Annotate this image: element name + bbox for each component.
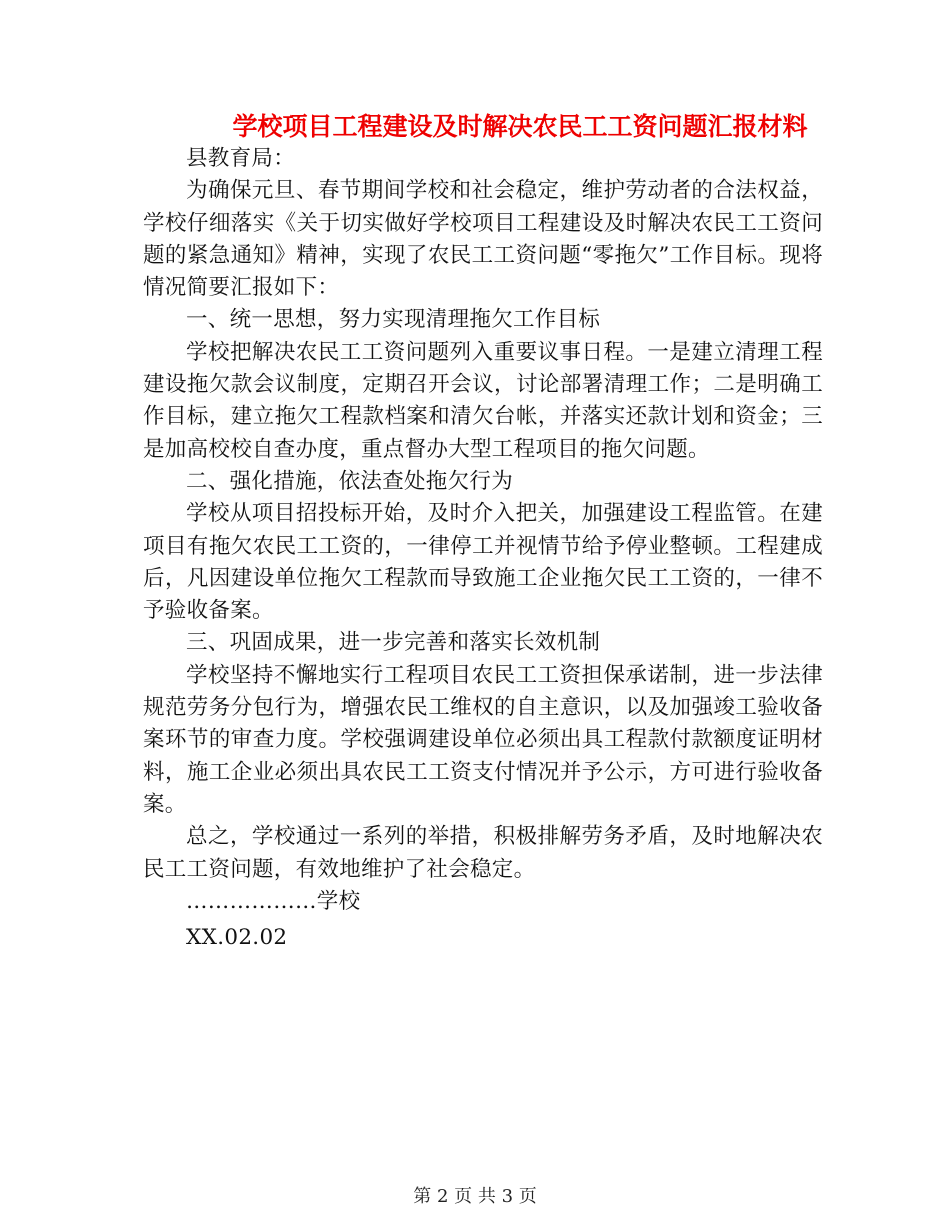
section-heading-2: 二、强化措施，依法查处拖欠行为	[186, 468, 514, 494]
signature: ………………学校	[186, 888, 361, 914]
document-body	[143, 143, 823, 954]
salutation: 县教育局：	[186, 146, 296, 171]
paragraph-section-2: 学校从项目招投标开始，及时介入把关，加强建设工程监管。在建项目有拖欠农民工工资的，一律停工并视情节给予停业整顿。工程建成后，凡因建设单位拖欠工程款而导致施工企业拖欠民工工资的，一律不予验收备案。	[143, 501, 823, 624]
paragraph-conclusion: 总之，学校通过一系列的举措，积极排解劳务矛盾，及时地解决农民工工资问题，有效地维护了社会稳定。	[143, 824, 823, 882]
document-title: 学校项目工程建设及时解决农民工工资问题汇报材料	[232, 112, 808, 141]
paragraph-section-1: 学校把解决农民工工资问题列入重要议事日程。一是建立清理工程建设拖欠款会议制度，定期召开会议，讨论部署清理工作；二是明确工作目标，建立拖欠工程款档案和清欠台帐，并落实还款计划和资金；三是加高校校自查办度，重点督办大型工程项目的拖欠问题。	[143, 339, 823, 462]
page-number-footer: 第 2 页 共 3 页	[413, 1186, 537, 1207]
document-date: XX.02.02	[186, 925, 288, 951]
section-heading-3: 三、巩固成果，进一步完善和落实长效机制	[186, 630, 601, 656]
section-heading-1: 一、统一思想，努力实现清理拖欠工作目标	[186, 307, 601, 333]
paragraph-intro: 为确保元旦、春节期间学校和社会稳定，维护劳动者的合法权益，学校仔细落实《关于切实做好学校项目工程建设及时解决农民工工资问题的紧急通知》精神，实现了农民工工资问题“零拖欠”工作目标。现将情况简要汇报如下：	[143, 178, 823, 301]
paragraph-section-3: 学校坚持不懈地实行工程项目农民工工资担保承诺制，进一步法律规范劳务分包行为，增强农民工维权的自主意识，以及加强竣工验收备案环节的审查力度。学校强调建设单位必须出具工程款付款额度证明材料，施工企业必须出具农民工工资支付情况并予公示，方可进行验收备案。	[143, 662, 823, 817]
